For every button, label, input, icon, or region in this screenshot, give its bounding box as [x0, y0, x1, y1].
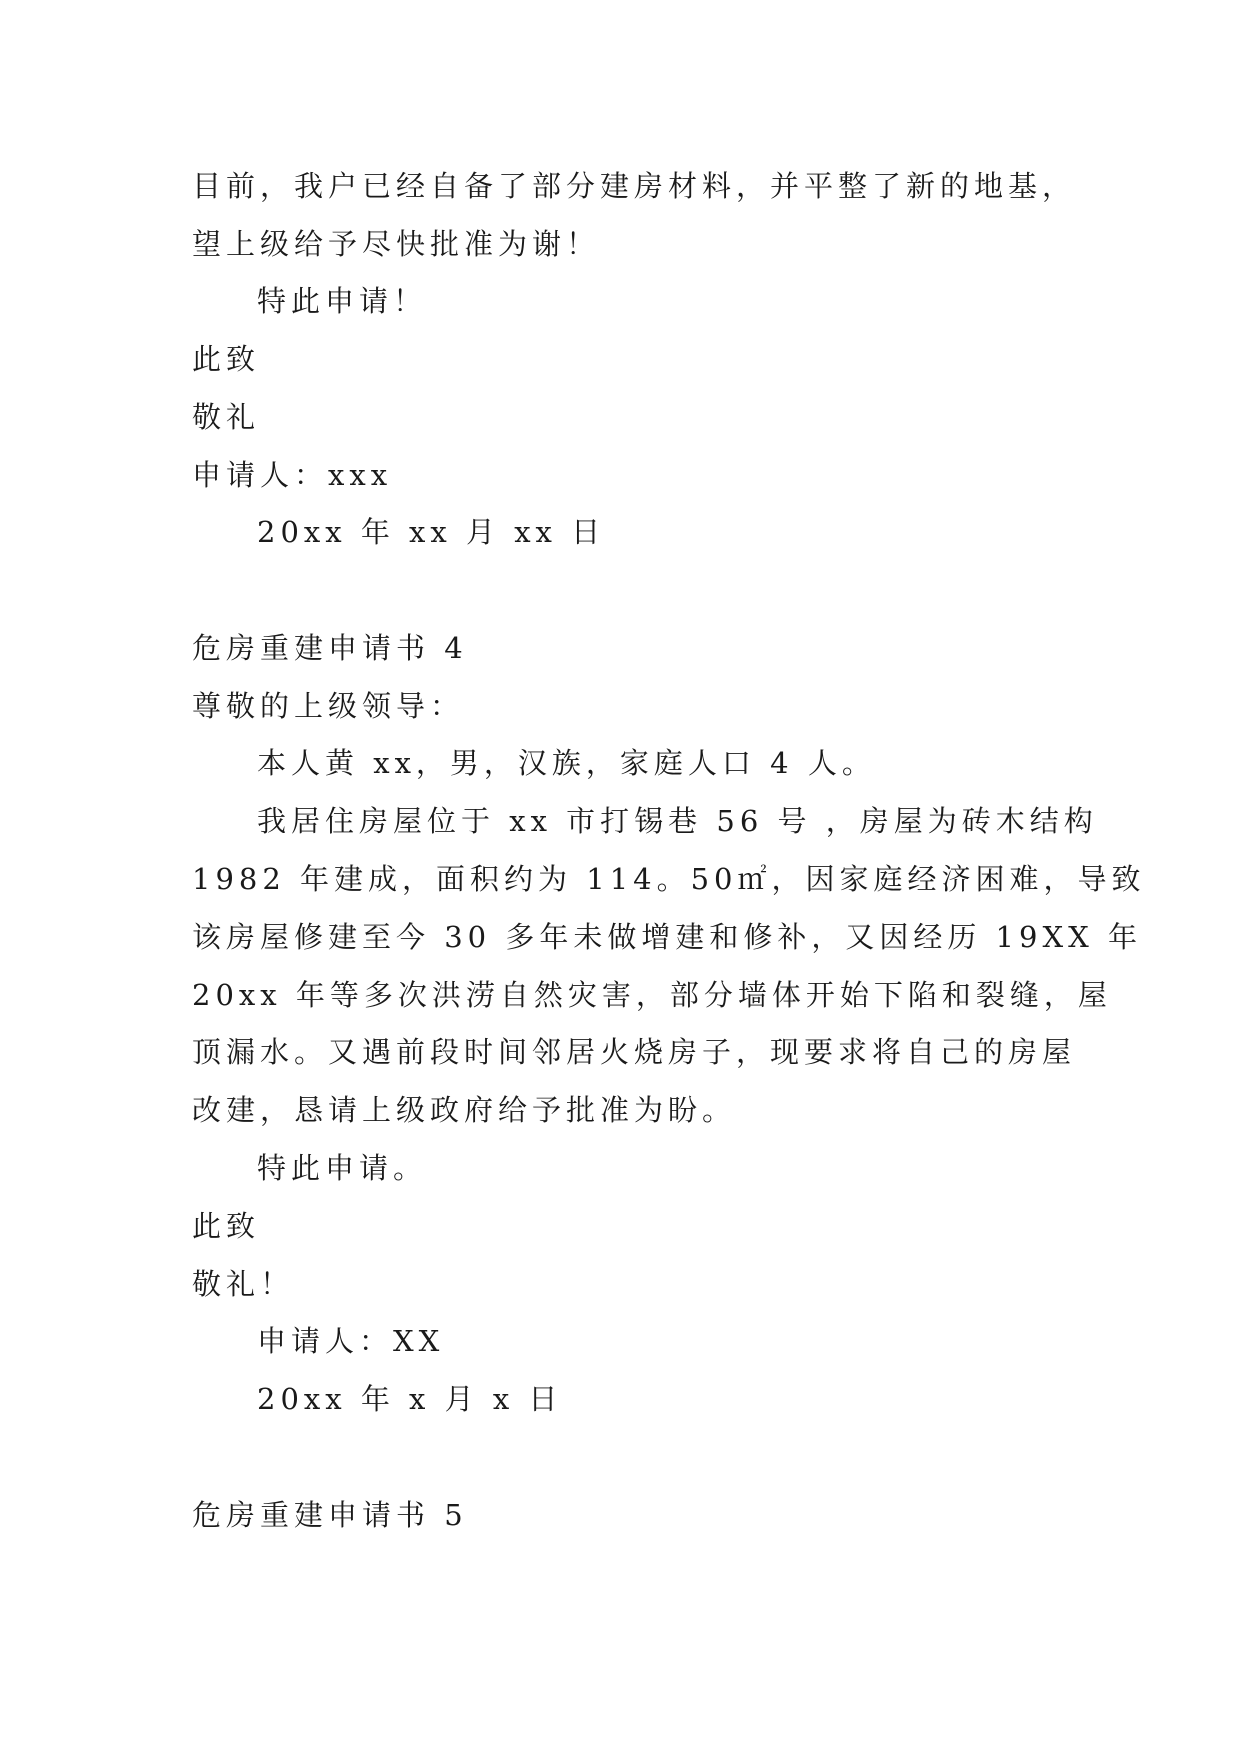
paragraph-line: 该房屋修建至今 30 多年未做增建和修补，又因经历 19XX 年: [192, 920, 1142, 954]
salutation: 此致: [192, 1209, 261, 1243]
paragraph-line: 我居住房屋位于 xx 市打锡巷 56 号 ，房屋为砖木结构: [257, 804, 1098, 838]
paragraph-line: 顶漏水。又遇前段时间邻居火烧房子，现要求将自己的房屋: [192, 1035, 1077, 1069]
intro-line: 本人黄 xx，男，汉族，家庭人口 4 人。: [257, 746, 876, 780]
applicant-line: 申请人：XX: [257, 1324, 445, 1358]
salutation: 敬礼！: [192, 1267, 295, 1301]
paragraph-line: 改建，恳请上级政府给予批准为盼。: [192, 1093, 737, 1127]
date-line: 20xx 年 x 月 x 日: [257, 1382, 563, 1416]
paragraph-line: 1982 年建成，面积约为 114。50㎡，因家庭经济困难，导致: [192, 862, 1146, 896]
salutation: 此致: [192, 342, 261, 376]
applicant-line: 申请人：xxx: [192, 458, 393, 492]
closing-text: 特此申请！: [257, 284, 428, 318]
paragraph-line: 20xx 年等多次洪涝自然灾害，部分墙体开始下陷和裂缝，屋: [192, 978, 1112, 1012]
section-title: 危房重建申请书 4: [192, 631, 468, 665]
paragraph-line: 目前，我户已经自备了部分建房材料，并平整了新的地基，: [192, 169, 1077, 203]
greeting: 尊敬的上级领导：: [192, 689, 465, 723]
closing-text: 特此申请。: [257, 1151, 428, 1185]
paragraph-line: 望上级给予尽快批准为谢！: [192, 227, 601, 261]
section-title: 危房重建申请书 5: [192, 1498, 468, 1532]
date-line: 20xx 年 xx 月 xx 日: [257, 515, 606, 549]
salutation: 敬礼: [192, 400, 261, 434]
